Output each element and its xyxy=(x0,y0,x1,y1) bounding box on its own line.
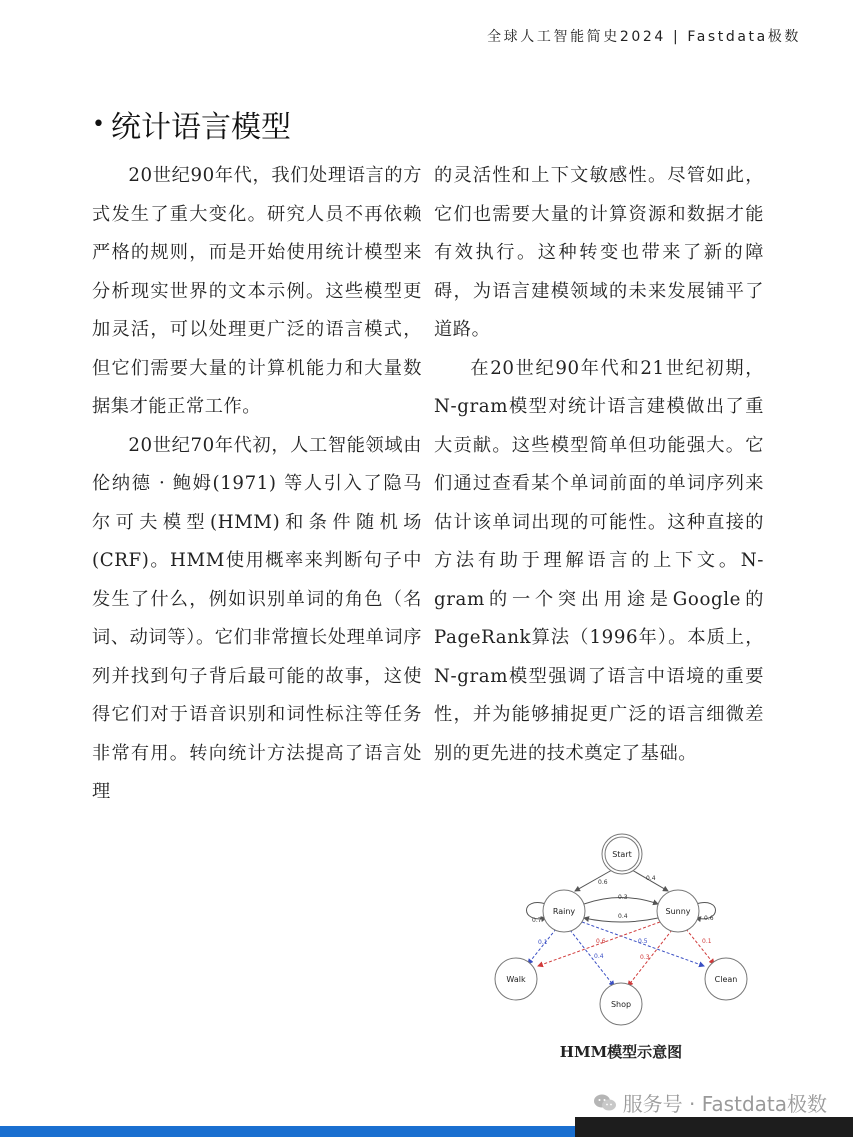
edge-label: 0.4 xyxy=(646,875,656,882)
paragraph: 20世纪90年代，我们处理语言的方式发生了重大变化。研究人员不再依赖严格的规则，而是开始使用统计模型来分析现实世界的文本示例。这些模型更加灵活，可以处理更广泛的语言模式，但它们需要大量的计算机能力和大量数据集才能正常工作。 xyxy=(92,165,422,417)
edge-sunny-clean xyxy=(686,929,714,964)
bullet-icon: • xyxy=(92,111,105,137)
node-start-label: Start xyxy=(612,850,632,859)
node-shop xyxy=(600,983,642,1025)
edge-label: 0.6 xyxy=(598,879,608,886)
left-column xyxy=(92,157,422,812)
edge-label: 0.3 xyxy=(640,954,650,961)
hmm-diagram xyxy=(490,826,752,1026)
edge-label: 0.7 xyxy=(532,917,542,924)
node-sunny xyxy=(657,890,699,932)
section-title-text: 统计语言模型 xyxy=(110,110,291,145)
footer-bar-dark xyxy=(575,1117,853,1137)
right-column xyxy=(434,157,764,773)
edge-label: 0.6 xyxy=(596,938,606,945)
node-rainy-label: Rainy xyxy=(552,907,576,916)
edge-label: 0.4 xyxy=(618,913,628,920)
node-walk xyxy=(495,958,537,1000)
paragraph: 在20世纪90年代和21世纪初期，N-gram模型对统计语言建模做出了重大贡献。这些模型简单但功能强大。它们通过查看某个单词前面的单词序列来估计该单词出现的可能性。这种直接的方法有助于理解语言的上下文。N-gram的一个突出用途是Google的PageRank算法（1996年）。本质上，N-gram模型强调了语言中语境的重要性，并为能够捕捉更广泛的语言细微差别的更先进的技术奠定了基础。 xyxy=(434,357,764,764)
watermark xyxy=(593,1088,827,1117)
node-clean xyxy=(705,958,747,1000)
node-start xyxy=(602,834,642,874)
node-rainy xyxy=(543,890,585,932)
wechat-icon xyxy=(593,1093,617,1113)
edge-sunny-shop xyxy=(628,930,672,986)
node-sunny-label: Sunny xyxy=(665,907,691,916)
edge-label: 0.3 xyxy=(618,894,628,901)
watermark-text: 服务号 · Fastdata极数 xyxy=(622,1092,827,1116)
figure-caption: HMM模型示意图 xyxy=(559,1043,683,1061)
paragraph: 20世纪70年代初，人工智能领域由伦纳德 · 鲍姆(1971) 等人引入了隐马尔可夫模型(HMM)和条件随机场(CRF)。HMM使用概率来判断句子中发生了什么，例如识别单词的角色（名词、动词等）。它们非常擅长处理单词序列并找到句子背后最可能的故事，这使得它们对于语音识别和词性标注等任务非常有用。转向统计方法提高了语言处理 xyxy=(92,434,422,802)
edge-label: 0.1 xyxy=(702,938,712,945)
edge-label: 0.4 xyxy=(594,953,604,960)
node-walk-label: Walk xyxy=(506,975,526,984)
page-header: 全球人工智能简史2024 | Fastdata极数 xyxy=(487,29,801,45)
edge-rainy-walk xyxy=(528,929,556,964)
node-clean-label: Clean xyxy=(714,975,738,984)
paragraph: 的灵活性和上下文敏感性。尽管如此，它们也需要大量的计算资源和数据才能有效执行。这种转变也带来了新的障碍，为语言建模领域的未来发展铺平了道路。 xyxy=(434,165,764,340)
node-shop-label: Shop xyxy=(610,1000,632,1009)
edge-label: 0.5 xyxy=(638,938,648,945)
section-title xyxy=(92,102,291,146)
edge-rainy-shop xyxy=(570,930,614,986)
edge-label: 0.6 xyxy=(704,915,714,922)
edge-label: 0.1 xyxy=(538,939,548,946)
